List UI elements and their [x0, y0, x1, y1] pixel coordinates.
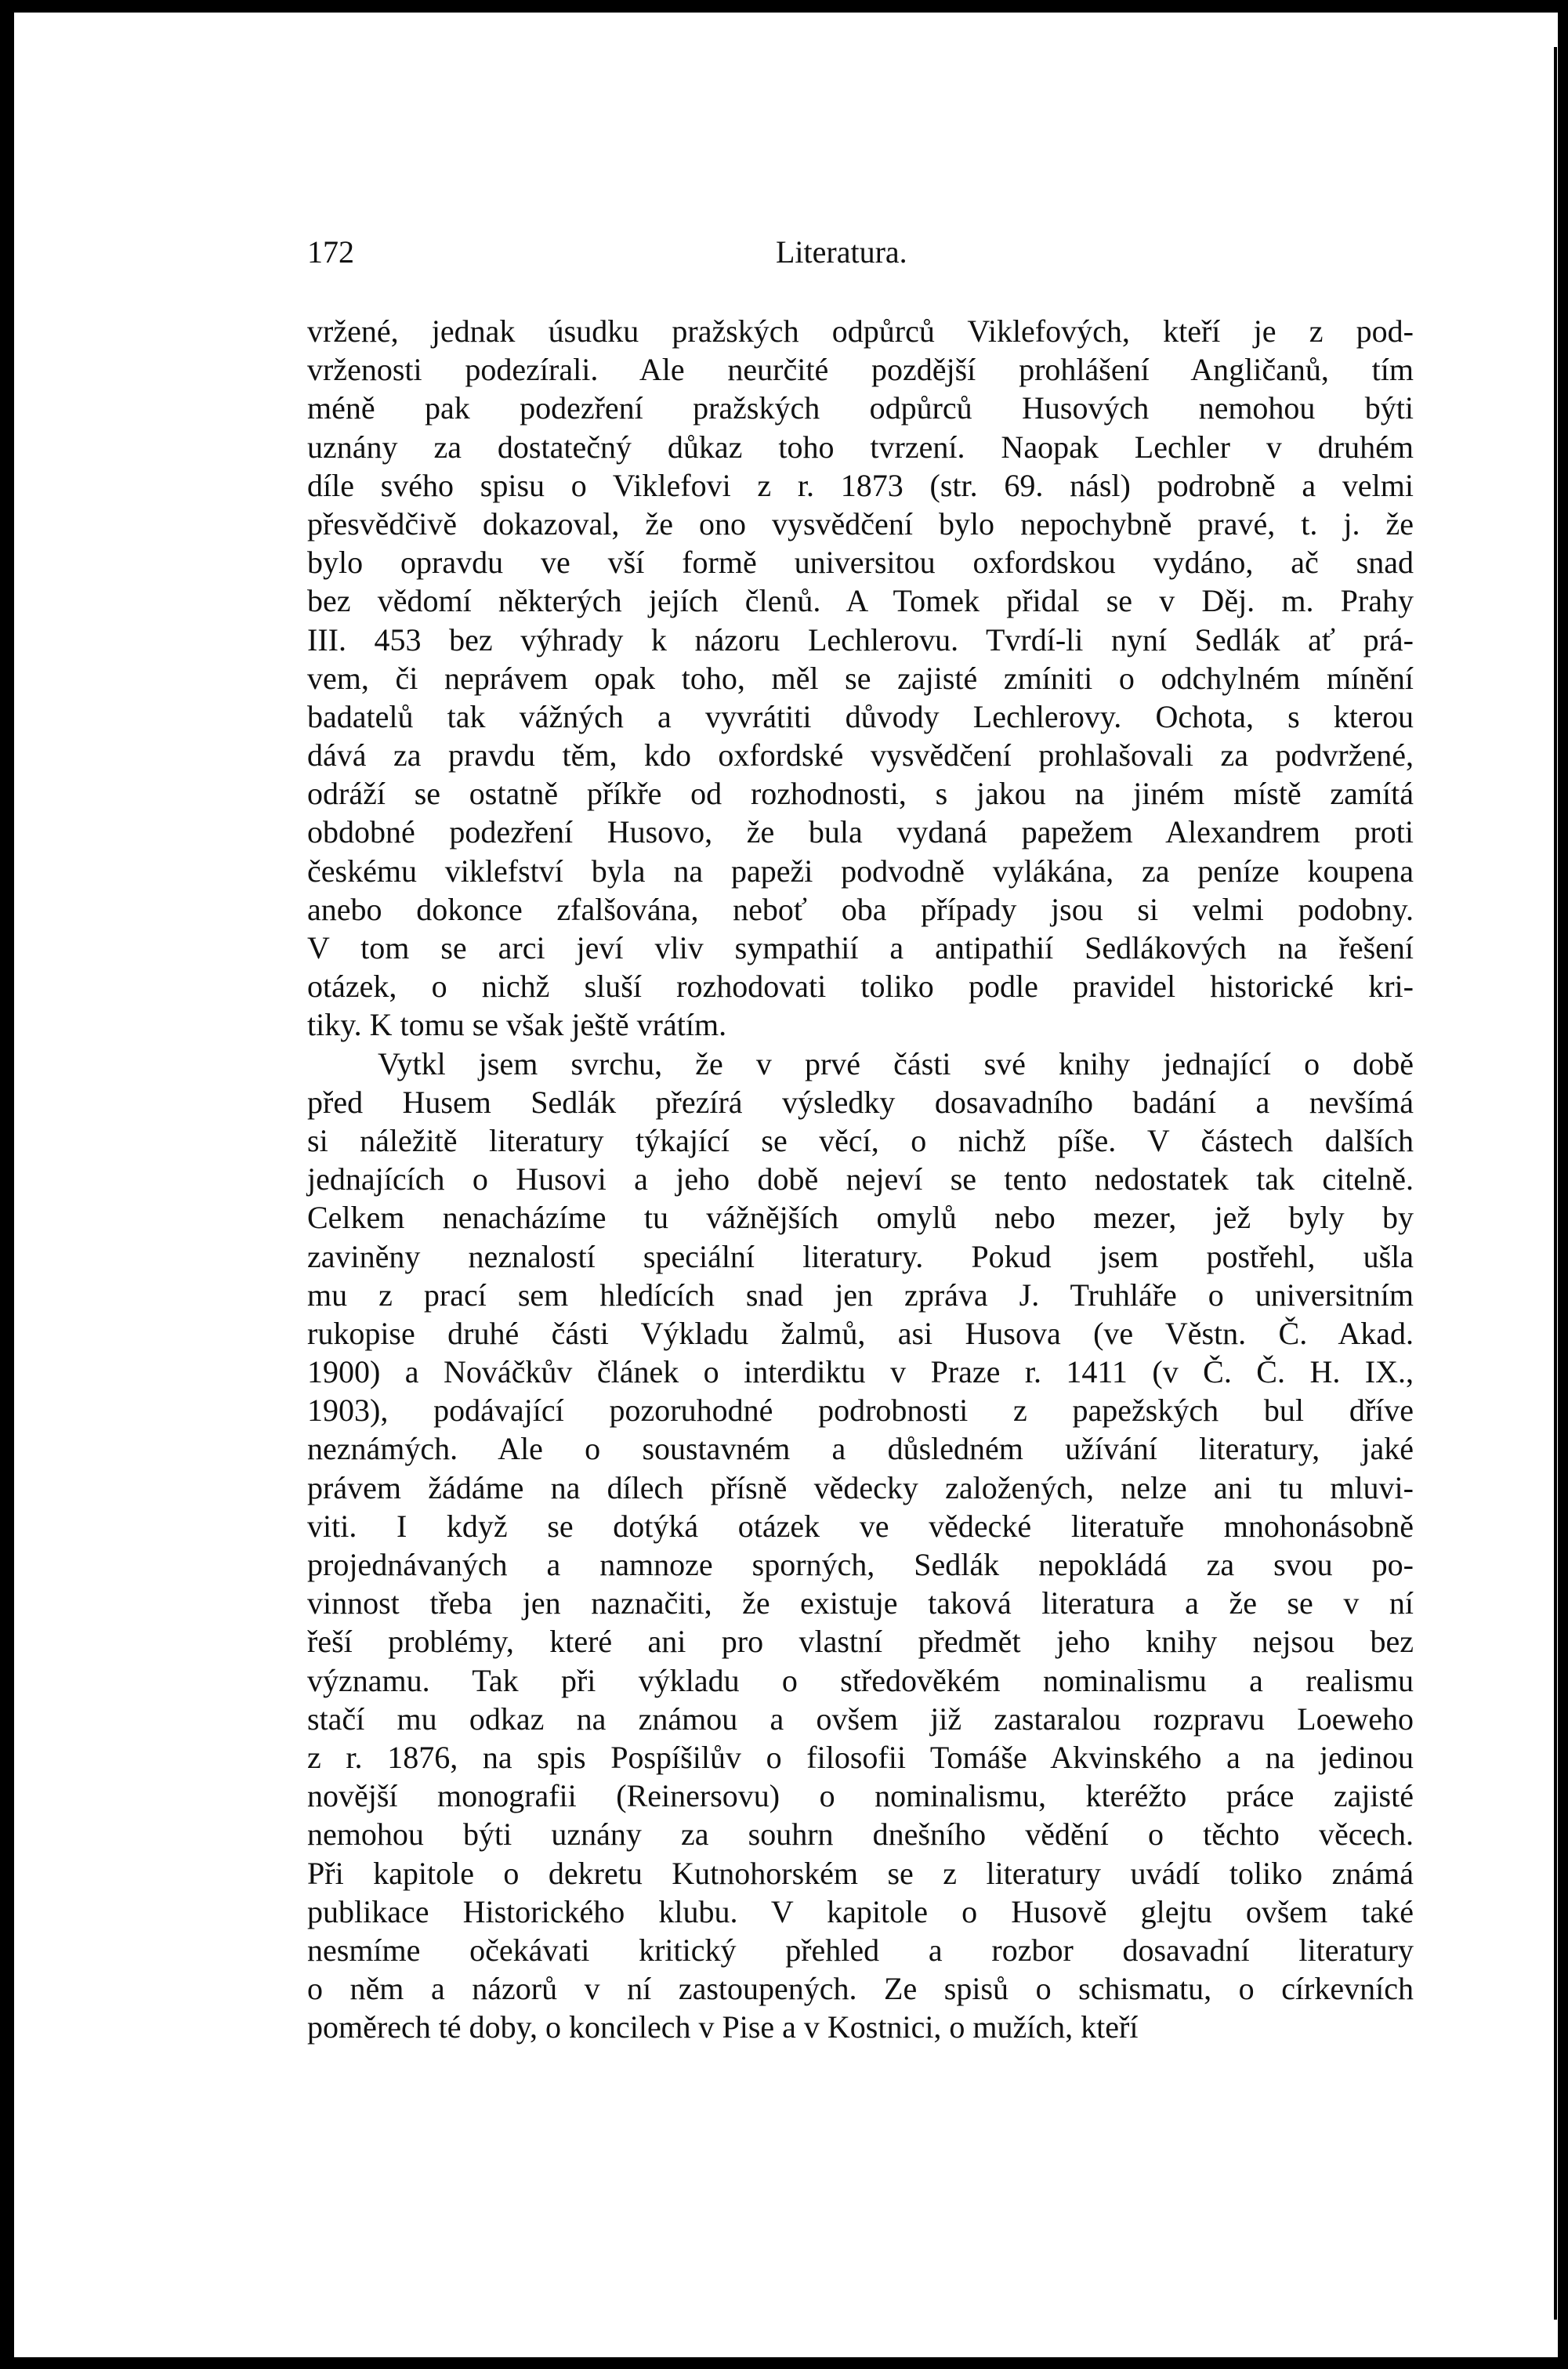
text-line: jednajících o Husovi a jeho době nejeví se tento nedostatek tak citelně. [307, 1161, 1414, 1197]
scan-edge [1554, 47, 1557, 2320]
text-line: si náležitě literatury týkající se věcí, o nichž píše. V částech dalších [307, 1122, 1414, 1158]
text-line: uznány za dostatečný důkaz toho tvrzení. Naopak Lechler v druhém [307, 429, 1414, 465]
text-line: z r. 1876, na spis Pospíšilův o filosofii Tomáše Akvinského a na jedinou [307, 1739, 1414, 1775]
text-line: bylo opravdu ve vší formě universitou oxfordskou vydáno, ač snad [307, 545, 1414, 581]
text-line: o něm a názorů v ní zastoupených. Ze spisů o schismatu, o církevních [307, 1971, 1414, 2007]
text-line: bez vědomí některých jejích členů. A Tomek přidal se v Děj. m. Prahy [307, 583, 1414, 619]
text-line: Při kapitole o dekretu Kutnohorském se z literatury uvádí toliko známá [307, 1855, 1414, 1891]
text-line: Celkem nenacházíme tu vážnějších omylů nebo mezer, jež byly by [307, 1200, 1414, 1236]
text-line: přesvědčivě dokazoval, že ono vysvědčení bylo nepochybně pravé, t. j. že [307, 505, 1414, 542]
text-line: neznámých. Ale o soustavném a důsledném užívání literatury, jaké [307, 1431, 1414, 1467]
text-line: méně pak podezření pražských odpůrců Husových nemohou býti [307, 390, 1414, 426]
text-line: poměrech té doby, o koncilech v Pise a v Kostnici, o mužích, kteří [307, 2009, 1139, 2045]
text-line: dává za pravdu těm, kdo oxfordské vysvědčení prohlašovali za podvržené, [307, 737, 1414, 773]
text-line: zaviněny neznalostí speciální literatury. Pokud jsem postřehl, ušla [307, 1238, 1414, 1274]
page-header [307, 234, 1414, 281]
text-line: nesmíme očekávati kritický přehled a rozbor dosavadní literatury [307, 1932, 1414, 1968]
text-line: právem žádáme na dílech přísně vědecky založených, nelze ani tu mluvi- [307, 1469, 1414, 1505]
text-line: III. 453 bez výhrady k názoru Lechlerovu. Tvrdí-li nyní Sedlák ať prá- [307, 621, 1414, 657]
text-line: projednávaných a namnoze sporných, Sedlák nepokládá za svou po- [307, 1547, 1414, 1582]
text-line: před Husem Sedlák přezírá výsledky dosavadního badání a nevšímá [307, 1084, 1414, 1120]
text-line: otázek, o nichž sluší rozhodovati toliko podle pravidel historické kri- [307, 969, 1414, 1005]
text-line: viti. I když se dotýká otázek ve vědecké literatuře mnohonásobně [307, 1508, 1414, 1544]
text-line: 1903), podávající pozoruhodné podrobnosti z papežských bul dříve [307, 1393, 1414, 1429]
text-line: díle svého spisu o Viklefovi z r. 1873 (str. 69. násl) podrobně a velmi [307, 467, 1414, 503]
text-line: řeší problémy, které ani pro vlastní předmět jeho knihy nejsou bez [307, 1624, 1414, 1660]
text-line: mu z prací sem hledících snad jen zpráva J. Truhláře o universitním [307, 1277, 1414, 1313]
text-line: anebo dokonce zfalšována, neboť oba případy jsou si velmi podobny. [307, 891, 1414, 927]
text-line: vinnost třeba jen naznačiti, že existuje taková literatura a že se v ní [307, 1585, 1414, 1621]
text-line: badatelů tak vážných a vyvrátiti důvody Lechlerovy. Ochota, s kterou [307, 698, 1414, 734]
page-number: 172 [307, 234, 354, 270]
text-line: novější monografii (Reinersovu) o nominalismu, kteréžto práce zajisté [307, 1778, 1414, 1814]
text-line: vržené, jednak úsudku pražských odpůrců Viklefových, kteří je z pod- [307, 313, 1414, 349]
text-line: odráží se ostatně příkře od rozhodnosti, s jakou na jiném místě zamítá [307, 776, 1414, 812]
text-line: významu. Tak při výkladu o středověkém nominalismu a realismu [307, 1662, 1414, 1698]
text-line: vrženosti podezírali. Ale neurčité pozdější prohlášení Angličanů, tím [307, 352, 1414, 388]
text-line: Vytkl jsem svrchu, že v prvé části své knihy jednající o době [378, 1045, 1414, 1081]
text-line: českému viklefství byla na papeži podvodně vylákána, za peníze koupena [307, 853, 1414, 889]
paragraph [307, 312, 1414, 1045]
text-line: tiky. K tomu se však ještě vrátím. [307, 1007, 727, 1043]
text-line: rukopise druhé části Výkladu žalmů, asi Husova (ve Věstn. Č. Akad. [307, 1315, 1414, 1351]
text-line: obdobné podezření Husovo, že bula vydaná papežem Alexandrem proti [307, 814, 1414, 850]
running-title: Literatura. [776, 234, 907, 270]
text-line: V tom se arci jeví vliv sympathií a antipathií Sedlákových na řešení [307, 930, 1414, 965]
text-line: stačí mu odkaz na známou a ovšem již zastaralou rozpravu Loeweho [307, 1701, 1414, 1737]
text-line: publikace Historického klubu. V kapitole o Husově glejtu ovšem také [307, 1893, 1414, 1929]
paragraph [307, 1045, 1414, 2047]
body-text [307, 312, 1414, 2046]
text-line: nemohou býti uznány za souhrn dnešního vědění o těchto věcech. [307, 1817, 1414, 1853]
text-line: vem, či neprávem opak toho, měl se zajisté zmíniti o odchylném mínění [307, 660, 1414, 696]
text-line: 1900) a Nováčkův článek o interdiktu v Praze r. 1411 (v Č. Č. H. IX., [307, 1354, 1414, 1390]
